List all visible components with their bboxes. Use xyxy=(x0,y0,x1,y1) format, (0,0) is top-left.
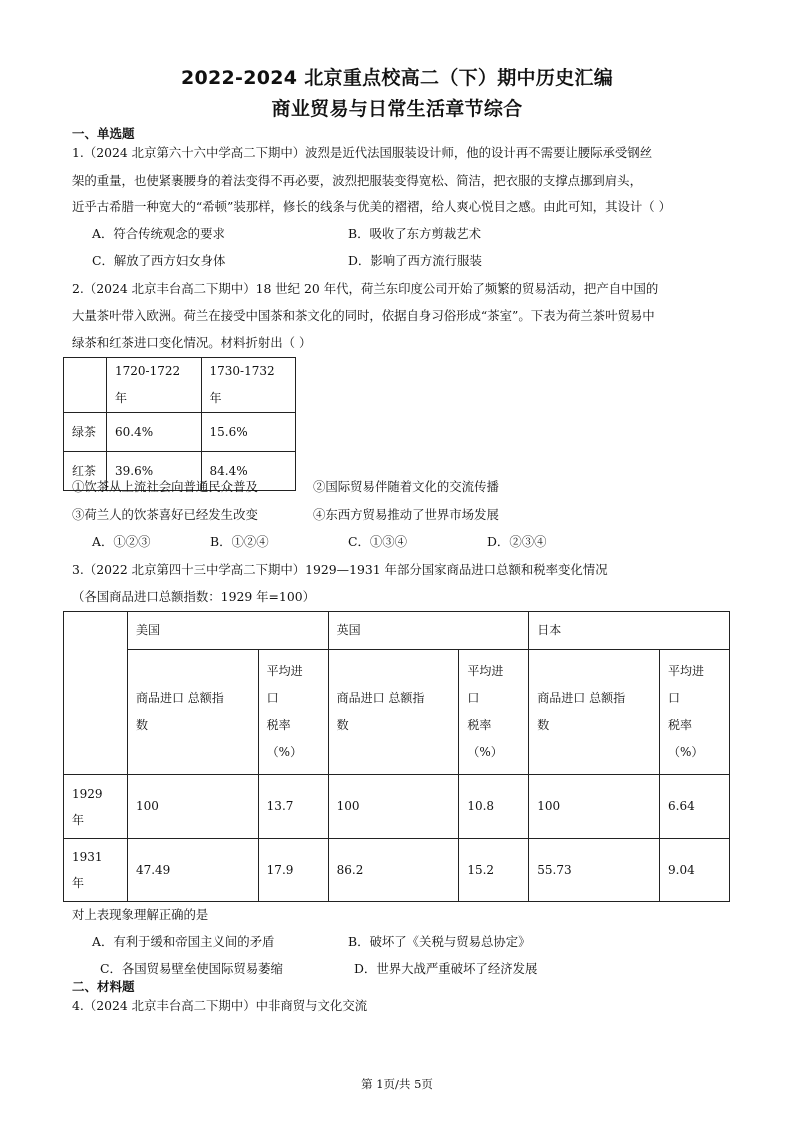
q2-statement-3: ③荷兰人的饮茶喜好已经发生改变 xyxy=(72,507,258,522)
q2-option-b[interactable]: B．①②④ xyxy=(210,534,269,549)
q1-option-d[interactable]: D．影响了西方流行服装 xyxy=(348,253,482,268)
text: 1931 xyxy=(72,850,103,864)
page-title-line2: 商业贸易与日常生活章节综合 xyxy=(271,98,523,120)
table-row-label: 绿茶 xyxy=(64,413,107,452)
table-cell: 10.8 xyxy=(459,775,529,839)
table-cell: 15.6% xyxy=(201,413,296,452)
text: 口 xyxy=(668,691,681,705)
text: 商品进口 总额指 xyxy=(336,691,425,705)
table-cell: 6.64 xyxy=(660,775,730,839)
q4-text-line1: 4.（2024 北京丰台高二下期中）中非商贸与文化交流 xyxy=(72,998,368,1013)
table-cell: 84.4% xyxy=(201,452,296,491)
tea-import-table xyxy=(63,357,296,491)
subheader-tariff-rate xyxy=(258,650,328,775)
q3-stem: 对上表现象理解正确的是 xyxy=(72,907,209,922)
q1-text-line2: 架的重量，也使紧裹腰身的着法变得不再必要，波烈把服装变得宽松、简洁，把衣服的支撑点挪到肩头， xyxy=(72,173,642,188)
table-cell: 86.2 xyxy=(328,839,459,902)
table-cell: 60.4% xyxy=(107,413,202,452)
import-tariff-table xyxy=(63,611,730,902)
country-header-uk: 英国 xyxy=(328,612,529,650)
year-cell xyxy=(64,839,128,902)
q2-statement-2: ②国际贸易伴随着文化的交流传播 xyxy=(313,479,499,494)
q1-option-a[interactable]: A．符合传统观念的要求 xyxy=(92,226,225,241)
subheader-tariff-rate xyxy=(459,650,529,775)
text: 商品进口 总额指 xyxy=(135,691,224,705)
text: 税率 xyxy=(668,718,693,732)
text: 数 xyxy=(135,718,148,732)
table-header-cell xyxy=(64,358,107,413)
table-cell: 13.7 xyxy=(258,775,328,839)
table-cell: 15.2 xyxy=(459,839,529,902)
table-cell: 39.6% xyxy=(107,452,202,491)
q1-option-b[interactable]: B．吸收了东方剪裁艺术 xyxy=(348,226,482,241)
q2-option-a[interactable]: A．①②③ xyxy=(92,534,151,549)
text: 平均进 xyxy=(668,664,705,678)
q3-option-b[interactable]: B．破坏了《关税与贸易总协定》 xyxy=(348,934,531,949)
page-footer: 第 1页/共 5页 xyxy=(361,1077,433,1091)
text: 平均进 xyxy=(266,664,303,678)
q2-statement-1: ①饮茶从上流社会向普通民众普及 xyxy=(72,479,258,494)
q1-text-line1: 1.（2024 北京第六十六中学高二下期中）波烈是近代法国服装设计师，他的设计再不需要让腰际承受钢丝 xyxy=(72,145,653,160)
table-cell: 9.04 xyxy=(660,839,730,902)
q1-text-line3: 近乎古希腊一种宽大的“希顿”装那样，修长的线条与优美的褶褶，给人爽心悦目之感。由此可知，其设计（ ） xyxy=(72,199,671,214)
text: 税率 xyxy=(467,718,492,732)
text: （%） xyxy=(467,745,503,759)
table-row-label: 红茶 xyxy=(64,452,107,491)
q3-option-c[interactable]: C．各国贸易壁垒使国际贸易萎缩 xyxy=(100,961,283,976)
q3-text-line2: （各国商品进口总额指数：1929 年=100） xyxy=(72,589,315,604)
text: 商品进口 总额指 xyxy=(537,691,626,705)
text: 年 xyxy=(72,876,85,890)
table-cell: 55.73 xyxy=(529,839,660,902)
text: （%） xyxy=(668,745,704,759)
table-cell: 47.49 xyxy=(127,839,258,902)
table-header-cell: 1720-1722 年 xyxy=(107,358,202,413)
text: （%） xyxy=(266,745,303,759)
table-cell: 100 xyxy=(529,775,660,839)
table-cell: 100 xyxy=(328,775,459,839)
subheader-import-index xyxy=(529,650,660,775)
country-header-us: 美国 xyxy=(127,612,328,650)
table-cell: 17.9 xyxy=(258,839,328,902)
q2-statement-4: ④东西方贸易推动了世界市场发展 xyxy=(313,507,499,522)
page-title-line1: 2022-2024 北京重点校高二（下）期中历史汇编 xyxy=(180,67,614,89)
subheader-import-index xyxy=(127,650,258,775)
text: 1929 xyxy=(72,786,103,801)
q3-option-d[interactable]: D．世界大战严重破坏了经济发展 xyxy=(354,961,538,976)
subheader-import-index xyxy=(328,650,459,775)
text: 平均进 xyxy=(467,664,504,678)
country-header-japan: 日本 xyxy=(529,612,730,650)
table-corner-cell xyxy=(64,612,128,775)
q1-option-c[interactable]: C．解放了西方妇女身体 xyxy=(92,253,226,268)
table-header-cell: 1730-1732 年 xyxy=(201,358,296,413)
section-heading-single-choice: 一、单选题 xyxy=(72,126,135,141)
q3-text-line1: 3.（2022 北京第四十三中学高二下期中）1929—1931 年部分国家商品进口总额和税率变化情况 xyxy=(72,562,608,577)
text: 口 xyxy=(467,691,480,705)
q3-option-a[interactable]: A．有利于缓和帝国主义间的矛盾 xyxy=(92,934,275,949)
q2-text-line2: 大量茶叶带入欧洲。荷兰在接受中国茶和茶文化的同时，依据自身习俗形成“茶室”。下表为荷兰茶叶贸易中 xyxy=(72,308,655,323)
text: 口 xyxy=(266,691,279,705)
subheader-tariff-rate xyxy=(660,650,730,775)
text: 数 xyxy=(336,718,349,732)
q2-text-line3: 绿茶和红茶进口变化情况。材料折射出（ ） xyxy=(72,335,312,350)
q2-option-d[interactable]: D．②③④ xyxy=(487,534,547,549)
year-cell xyxy=(64,775,128,839)
text: 年 xyxy=(72,812,85,827)
text: 数 xyxy=(537,718,550,732)
table-cell: 100 xyxy=(127,775,258,839)
q2-text-line1: 2.（2024 北京丰台高二下期中）18 世纪 20 年代，荷兰东印度公司开始了频繁的贸易活动，把产自中国的 xyxy=(72,281,659,296)
text: 税率 xyxy=(266,718,291,732)
q2-option-c[interactable]: C．①③④ xyxy=(348,534,408,549)
section-heading-material: 二、材料题 xyxy=(72,979,135,994)
